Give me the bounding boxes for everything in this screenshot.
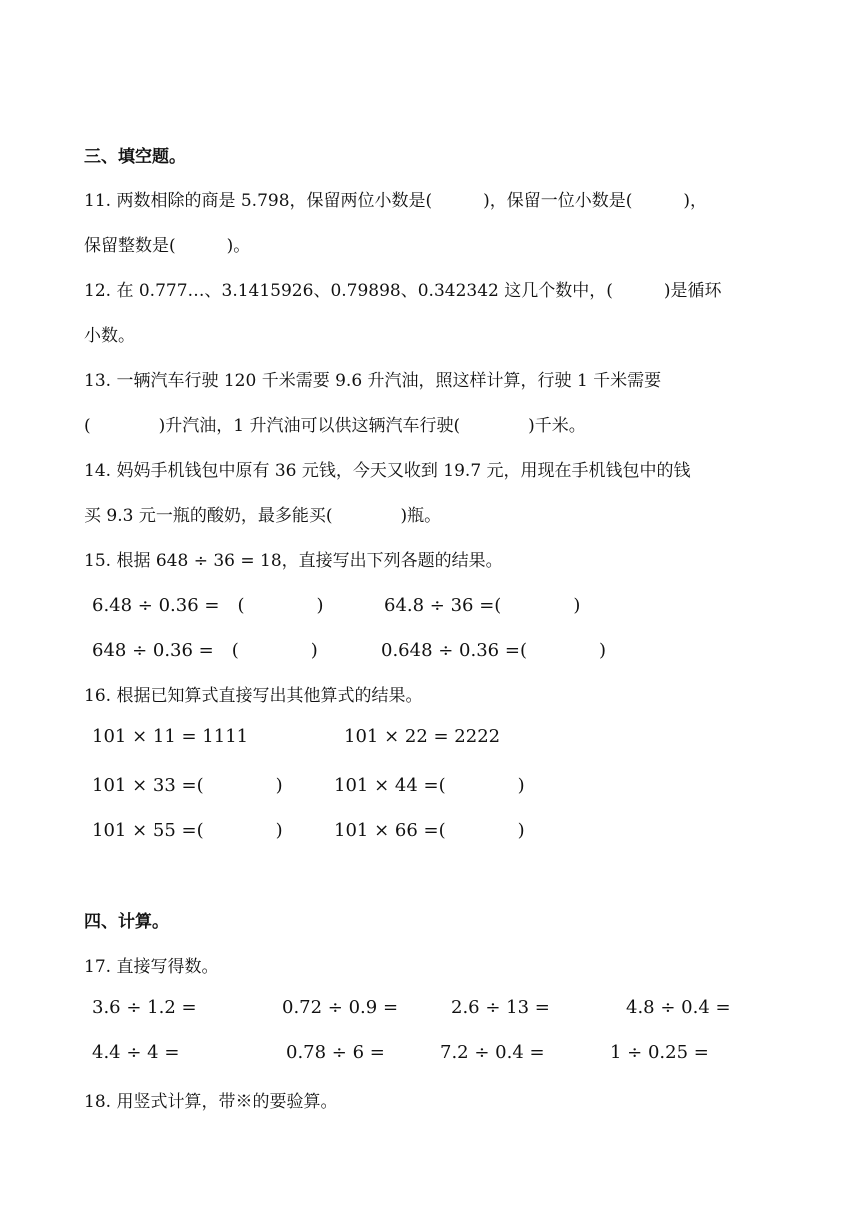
section-title-fill-blank: 三、填空题。	[84, 147, 186, 167]
question-16-item: 101 × 11 = 1111	[92, 726, 249, 747]
question-12-line-2: 小数。	[84, 326, 135, 346]
question-13-line-2: ( )升汽油，1 升汽油可以供这辆汽车行驶( )千米。	[84, 416, 586, 436]
question-16-item: 101 × 22 = 2222	[344, 726, 501, 747]
question-12-line-1: 12. 在 0.777…、3.1415926、0.79898、0.342342 这几个数中，( )是循环	[84, 281, 722, 301]
question-16-item: 101 × 55 =( )	[92, 820, 283, 841]
question-17-item: 7.2 ÷ 0.4 =	[440, 1042, 545, 1063]
question-17-item: 2.6 ÷ 13 =	[451, 997, 550, 1018]
question-17-item: 1 ÷ 0.25 =	[610, 1042, 709, 1063]
question-17-item: 0.78 ÷ 6 =	[286, 1042, 385, 1063]
question-15-item: 64.8 ÷ 36 =( )	[384, 595, 581, 616]
question-15-item: 648 ÷ 0.36 = ( )	[92, 640, 318, 661]
question-14-line-2: 买 9.3 元一瓶的酸奶，最多能买( )瓶。	[84, 506, 442, 526]
question-16-item: 101 × 66 =( )	[334, 820, 525, 841]
question-11-line-1: 11. 两数相除的商是 5.798，保留两位小数是( )，保留一位小数是( )，	[84, 191, 708, 211]
question-17-stem: 17. 直接写得数。	[84, 957, 219, 977]
question-11-line-2: 保留整数是( )。	[84, 236, 251, 256]
question-17-item: 0.72 ÷ 0.9 =	[282, 997, 399, 1018]
question-17-item: 3.6 ÷ 1.2 =	[92, 997, 197, 1018]
question-18-stem: 18. 用竖式计算，带※的要验算。	[84, 1092, 338, 1112]
question-15-item: 0.648 ÷ 0.36 =( )	[381, 640, 606, 661]
question-17-item: 4.4 ÷ 4 =	[92, 1042, 180, 1063]
question-16-item: 101 × 44 =( )	[334, 775, 525, 796]
section-title-calculation: 四、计算。	[84, 912, 169, 932]
question-15-stem: 15. 根据 648 ÷ 36 = 18，直接写出下列各题的结果。	[84, 551, 503, 571]
question-14-line-1: 14. 妈妈手机钱包中原有 36 元钱，今天又收到 19.7 元，用现在手机钱包中的钱	[84, 461, 691, 481]
question-15-item: 6.48 ÷ 0.36 = ( )	[92, 595, 324, 616]
question-17-item: 4.8 ÷ 0.4 =	[626, 997, 731, 1018]
question-16-item: 101 × 33 =( )	[92, 775, 283, 796]
question-16-stem: 16. 根据已知算式直接写出其他算式的结果。	[84, 686, 423, 706]
question-13-line-1: 13. 一辆汽车行驶 120 千米需要 9.6 升汽油，照这样计算，行驶 1 千米需要	[84, 371, 662, 391]
